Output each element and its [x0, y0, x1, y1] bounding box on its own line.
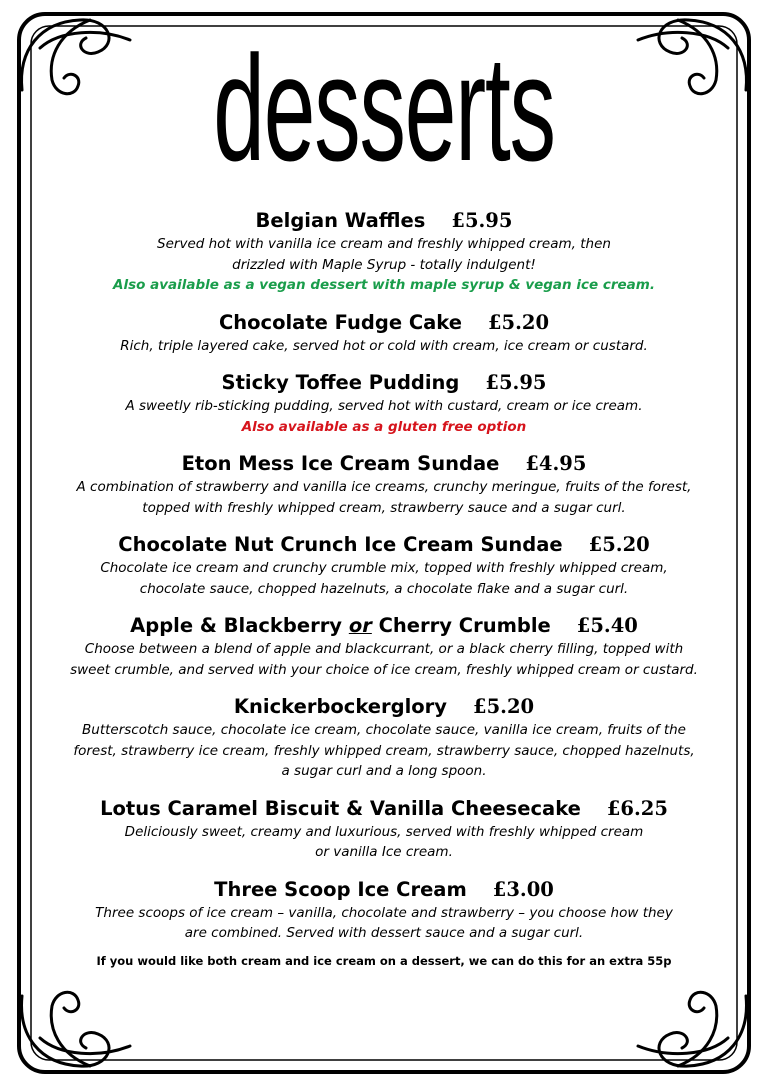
menu-item-name-or: or [348, 614, 372, 637]
menu-item-description: forest, strawberry ice cream, freshly whipped cream, strawberry sauce, chopped hazelnuts, [73, 742, 695, 759]
menu-item [40, 694, 728, 782]
menu-item-heading [40, 451, 728, 477]
menu-item-name: Three Scoop Ice Cream [214, 877, 467, 901]
menu-item-description: a sugar curl and a long spoon. [281, 763, 487, 779]
menu-item [40, 310, 728, 357]
menu-item-price: £5.20 [473, 695, 535, 718]
menu-item-price: £5.95 [451, 209, 513, 232]
menu-item [40, 370, 728, 437]
menu-item-name: Cherry Crumble [371, 614, 551, 637]
menu-item-heading [40, 208, 728, 234]
menu-item-heading [40, 613, 728, 639]
menu-item-description: A sweetly rib-sticking pudding, served hot with custard, cream or ice cream. [125, 398, 643, 414]
footer-note: If you would like both cream and ice cream on a dessert, we can do this for an extra 55p [96, 953, 672, 968]
menu-item-heading [40, 877, 728, 903]
menu-item-description: Three scoops of ice cream – vanilla, chocolate and strawberry – you choose how they [95, 904, 673, 921]
menu-item-price: £5.95 [485, 371, 547, 394]
menu-item-description: A combination of strawberry and vanilla ice creams, crunchy meringue, fruits of the forest, [76, 479, 692, 495]
dessert-menu [40, 208, 728, 968]
menu-item-heading [40, 694, 728, 720]
menu-item-heading [40, 532, 728, 558]
menu-item-price: £5.20 [588, 533, 650, 556]
menu-item-price: £4.95 [525, 452, 587, 475]
menu-item-description: Chocolate ice cream and crunchy crumble mix, topped with freshly whipped cream, [100, 560, 668, 576]
menu-item [40, 613, 728, 680]
menu-item [40, 877, 728, 944]
menu-item-name: Eton Mess Ice Cream Sundae [181, 452, 500, 475]
menu-item [40, 208, 728, 296]
menu-item-description: Deliciously sweet, creamy and luxurious, served with freshly whipped cream [124, 823, 644, 840]
menu-item-description: topped with freshly whipped cream, strawberry sauce and a sugar curl. [142, 499, 626, 516]
menu-item-note: Also available as a gluten free option [241, 418, 527, 435]
menu-item-price: £3.00 [492, 877, 554, 901]
menu-item-price: £6.25 [606, 796, 668, 820]
menu-item-description: or vanilla Ice cream. [315, 844, 453, 860]
menu-item-description: are combined. Served with dessert sauce and a sugar curl. [184, 925, 584, 941]
menu-item [40, 451, 728, 518]
corner-scroll-ornament [22, 20, 130, 94]
menu-item-description: Served hot with vanilla ice cream and freshly whipped cream, then [157, 236, 611, 252]
menu-item-name: Chocolate Fudge Cake [218, 310, 462, 334]
menu-item [40, 796, 728, 863]
menu-item-description: drizzled with Maple Syrup - totally indulgent! [232, 256, 536, 273]
menu-item-price: £5.40 [576, 614, 638, 637]
menu-item-description: Rich, triple layered cake, served hot or cold with cream, ice cream or custard. [120, 337, 648, 354]
menu-item-name: Knickerbockerglory [233, 695, 448, 718]
menu-item-description: chocolate sauce, chopped hazelnuts, a chocolate flake and a sugar curl. [139, 580, 629, 597]
menu-item-name: Lotus Caramel Biscuit & Vanilla Cheesecake [100, 796, 581, 820]
menu-item-price: £5.20 [487, 310, 550, 334]
menu-item-note: Also available as a vegan dessert with maple syrup & vegan ice cream. [113, 277, 655, 293]
menu-item-heading [40, 370, 728, 396]
menu-item-name: Apple & Blackberry [130, 614, 349, 637]
page-title: desserts [213, 24, 555, 192]
menu-item-heading [40, 796, 728, 822]
menu-item-name: Belgian Waffles [255, 209, 426, 232]
menu-item-description: Butterscotch sauce, chocolate ice cream, chocolate sauce, vanilla ice cream, fruits of the [82, 722, 686, 738]
menu-item-description: Choose between a blend of apple and blackcurrant, or a black cherry filling, topped with [84, 641, 684, 657]
menu-item [40, 532, 728, 599]
menu-item-description: sweet crumble, and served with your choice of ice cream, freshly whipped cream or custard. [70, 661, 698, 678]
menu-item-name: Chocolate Nut Crunch Ice Cream Sundae [118, 533, 563, 556]
menu-item-name: Sticky Toffee Pudding [221, 371, 460, 394]
menu-item-heading [40, 310, 728, 336]
